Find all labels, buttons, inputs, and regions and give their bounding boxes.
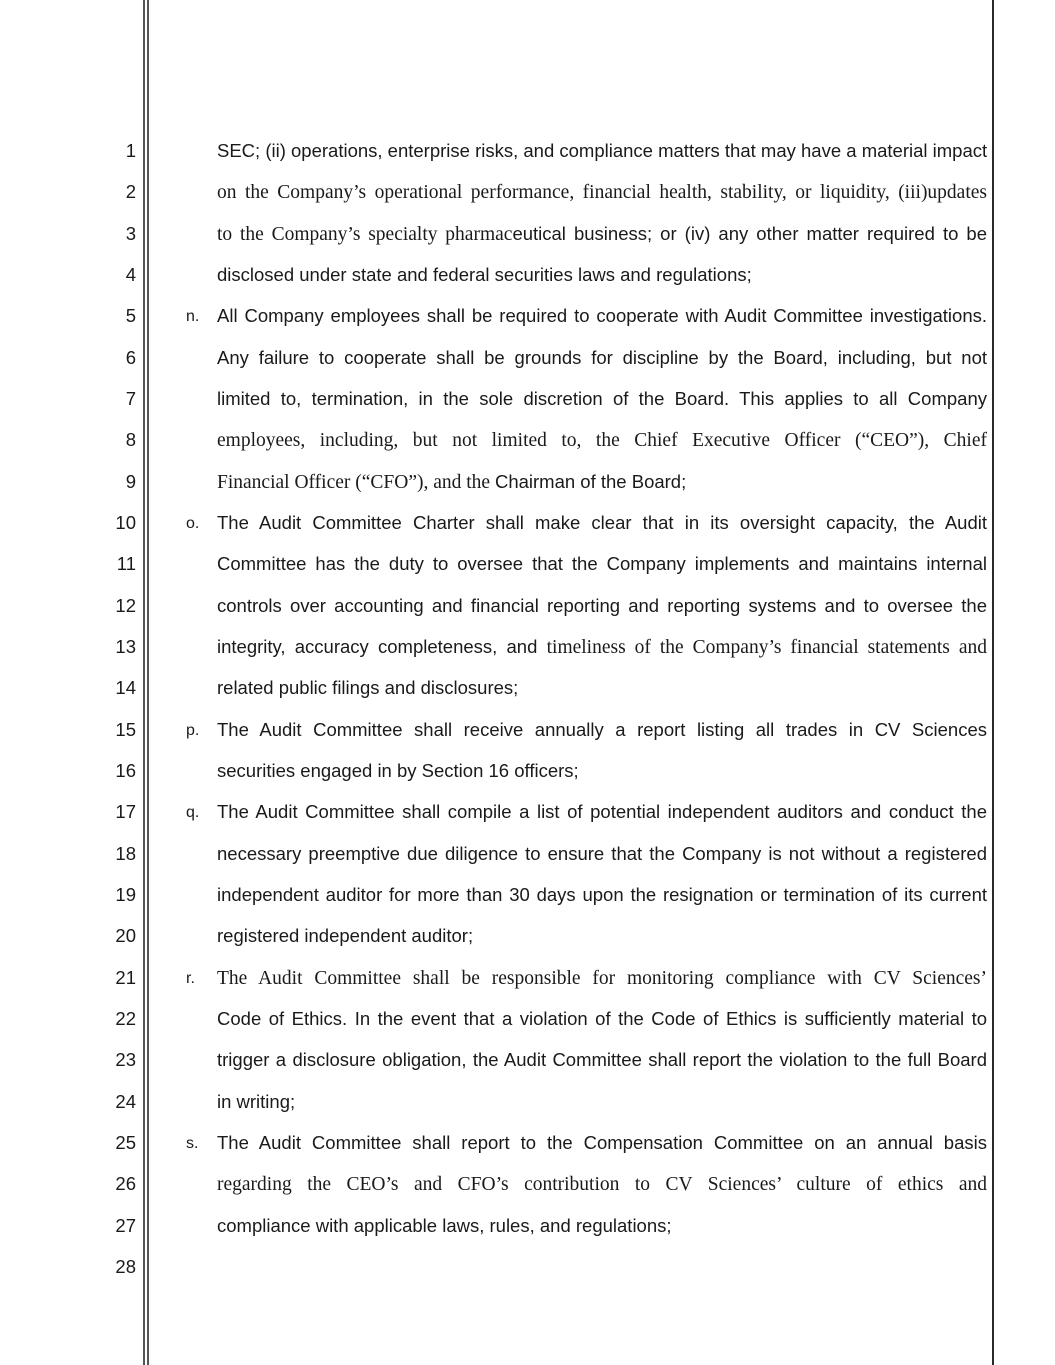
- text-segment: registered independent auditor;: [217, 925, 474, 947]
- list-item-marker: r.: [186, 969, 195, 987]
- text-segment: on the Company’s operational performance, financial health, stability, or liquidity, (iii)updates: [217, 182, 987, 204]
- line-number: 15: [115, 718, 136, 740]
- text-segment: Any failure to cooperate shall be grounds for discipline by the Board, including, but not: [217, 346, 987, 368]
- line-number: 13: [115, 635, 136, 657]
- text-line: [217, 800, 987, 824]
- text-segment: trigger a disclosure obligation, the Audit Committee shall report the violation to the full Board: [217, 1049, 987, 1071]
- text-line: [217, 263, 987, 287]
- text-segment: compliance with applicable laws, rules, and regulations;: [217, 1214, 672, 1236]
- text-segment: All Company employees shall be required to cooperate with Audit Committee investigations.: [217, 305, 987, 327]
- line-number: 20: [115, 925, 136, 947]
- text-segment: limited to, termination, in the sole discretion of the Board. This applies to all Company: [217, 387, 987, 409]
- left-margin-rule-outer: [143, 0, 145, 1365]
- left-margin-rule-inner: [147, 0, 149, 1365]
- line-number: 8: [125, 429, 136, 451]
- list-item-marker: q.: [186, 804, 200, 822]
- line-number: 25: [115, 1131, 136, 1153]
- line-number: 2: [125, 181, 136, 203]
- right-margin-rule: [992, 0, 994, 1365]
- line-number: 9: [125, 470, 136, 492]
- text-line: [217, 1090, 987, 1114]
- text-line: [217, 552, 987, 576]
- text-segment: to the Company’s specialty pharmac: [217, 223, 513, 245]
- text-line: [217, 428, 987, 453]
- line-number: 1: [125, 140, 136, 161]
- text-line: [217, 139, 987, 163]
- list-item-marker: p.: [186, 721, 200, 739]
- text-line: [217, 1007, 987, 1031]
- text-segment: The Audit Committee shall receive annually a report listing all trades in CV Sciences: [217, 718, 987, 740]
- text-segment: regarding the CEO’s and CFO’s contribution to CV Sciences’ culture of ethics and: [217, 1174, 987, 1196]
- text-line: [217, 180, 987, 205]
- text-segment: SEC; (ii) operations, enterprise risks, and compliance matters that may have a material impact: [217, 140, 988, 161]
- text-line: [217, 1131, 987, 1155]
- text-line: [217, 718, 987, 742]
- text-line: [217, 1048, 987, 1072]
- line-number: 14: [115, 677, 136, 699]
- line-number: 26: [115, 1173, 136, 1195]
- text-segment: disclosed under state and federal securities laws and regulations;: [217, 263, 752, 285]
- text-segment: necessary preemptive due diligence to ensure that the Company is not without a registered: [217, 842, 987, 864]
- line-number: 18: [115, 842, 136, 864]
- text-segment: Chairman of the Board;: [494, 470, 687, 492]
- text-line: [217, 924, 987, 948]
- line-number: 3: [125, 222, 136, 244]
- text-segment: Code of Ethics. In the event that a violation of the Code of Ethics is sufficiently material to: [217, 1007, 987, 1029]
- line-number: 5: [125, 305, 136, 327]
- line-number: 10: [115, 511, 136, 533]
- text-segment: The Audit Committee shall compile a list of potential independent auditors and conduct the: [217, 801, 987, 823]
- text-line: [217, 511, 987, 535]
- text-line: [217, 635, 987, 660]
- line-number: 6: [125, 346, 136, 368]
- line-number: 28: [115, 1255, 136, 1277]
- line-number: 23: [115, 1049, 136, 1071]
- text-line: [217, 304, 987, 328]
- text-line: [217, 1172, 987, 1197]
- text-segment: eutical business; or (iv) any other matter required to be: [512, 222, 988, 244]
- text-segment: The Audit Committee shall be responsible for monitoring compliance with CV Sciences’: [217, 967, 987, 989]
- text-segment: in writing;: [217, 1090, 296, 1112]
- text-segment: timeliness of the Company’s financial statements and: [546, 636, 987, 658]
- line-number: 19: [115, 883, 136, 905]
- text-line: [217, 883, 987, 907]
- text-segment: The Audit Committee Charter shall make clear that in its oversight capacity, the Audit: [217, 511, 987, 533]
- line-number: 16: [115, 759, 136, 781]
- text-line: [217, 1214, 987, 1238]
- text-segment: securities engaged in by Section 16 officers;: [217, 759, 579, 781]
- line-number: 21: [115, 966, 136, 988]
- line-number: 17: [115, 801, 136, 823]
- list-item-marker: o.: [186, 514, 200, 532]
- list-item-marker: s.: [186, 1134, 199, 1152]
- text-line: [217, 387, 987, 411]
- line-number: 12: [115, 594, 136, 616]
- text-line: [217, 470, 987, 495]
- line-number: 22: [115, 1007, 136, 1029]
- list-item-marker: n.: [186, 308, 200, 326]
- text-segment: Committee has the duty to oversee that the Company implements and maintains internal: [217, 553, 987, 575]
- text-segment: independent auditor for more than 30 days upon the resignation or termination of its current: [217, 883, 987, 905]
- line-number: 4: [125, 263, 136, 285]
- text-line: [217, 594, 987, 618]
- text-line: [217, 842, 987, 866]
- text-line: [217, 676, 987, 700]
- text-segment: integrity, accuracy completeness, and: [217, 635, 547, 657]
- line-number: 27: [115, 1214, 136, 1236]
- line-number: 11: [116, 553, 136, 575]
- text-line: [217, 759, 987, 783]
- text-segment: related public filings and disclosures;: [217, 677, 519, 699]
- text-segment: Financial Officer (“CFO”), and the: [217, 471, 495, 493]
- text-line: [217, 222, 987, 247]
- line-number: 7: [125, 387, 136, 409]
- line-number: 24: [115, 1090, 136, 1112]
- text-line: [217, 966, 987, 991]
- text-segment: controls over accounting and financial reporting and reporting systems and to oversee the: [217, 594, 987, 616]
- text-segment: The Audit Committee shall report to the Compensation Committee on an annual basis: [217, 1131, 987, 1153]
- text-line: [217, 346, 987, 370]
- text-segment: employees, including, but not limited to, the Chief Executive Officer (“CEO”), Chief: [217, 430, 987, 452]
